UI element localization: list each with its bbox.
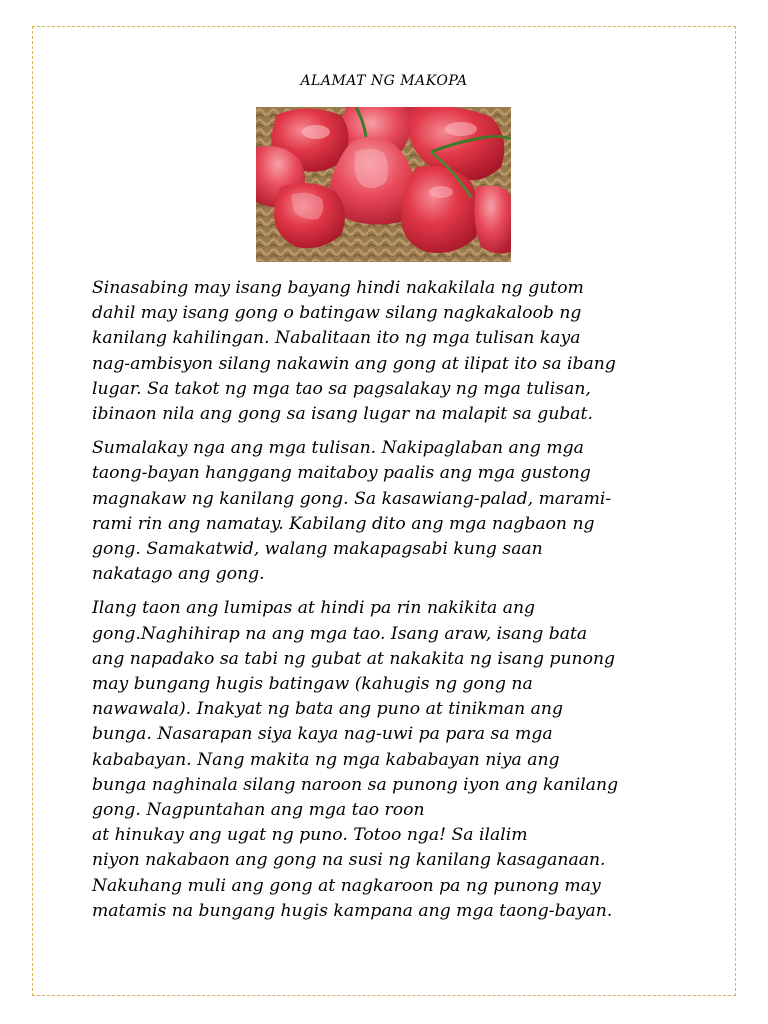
text-line: rami rin ang namatay. Kabilang dito ang mga nagbaon ng xyxy=(92,513,595,534)
text-line: taong-bayan hanggang maitaboy paalis ang mga gustong xyxy=(92,463,591,484)
text-line: gong. Nagpuntahan ang mga tao roon xyxy=(92,800,425,821)
paragraph-1 xyxy=(92,276,692,427)
text-line: matamis na bungang hugis kampana ang mga taong-bayan. xyxy=(92,900,613,921)
text-line: ang napadako sa tabi ng gubat at nakakita ng isang punong xyxy=(92,648,616,669)
text-line: may bungang hugis batingaw (kahugis ng gong na xyxy=(92,674,533,695)
text-line: nawawala). Inakyat ng bata ang puno at tinikman ang xyxy=(92,699,563,720)
text-line: bunga. Nasarapan siya kaya nag-uwi pa para sa mga xyxy=(92,724,553,745)
text-line: magnakaw ng kanilang gong. Sa kasawiang-palad, marami- xyxy=(92,488,612,509)
text-line: Nakuhang muli ang gong at nagkaroon pa ng punong may xyxy=(92,875,601,896)
text-line: gong. Samakatwid, walang makapagsabi kung saan xyxy=(92,539,543,560)
makopa-photo xyxy=(256,107,511,262)
makopa-fruits-image xyxy=(256,107,511,262)
story-body xyxy=(92,276,692,933)
text-line: kanilang kahilingan. Nabalitaan ito ng mga tulisan kaya xyxy=(92,328,581,349)
text-line: nakatago ang gong. xyxy=(92,564,265,585)
document-title: ALAMAT NG MAKOPA xyxy=(300,73,468,89)
text-line: Sumalakay nga ang mga tulisan. Nakipaglaban ang mga xyxy=(92,438,584,459)
text-line: ibinaon nila ang gong sa isang lugar na malapit sa gubat. xyxy=(92,404,593,425)
text-line: lugar. Sa takot ng mga tao sa pagsalakay ng mga tulisan, xyxy=(92,378,591,399)
text-line: Ilang taon ang lumipas at hindi pa rin nakikita ang xyxy=(92,598,536,619)
paragraph-2 xyxy=(92,436,692,587)
text-line: nag-ambisyon silang nakawin ang gong at ilipat ito sa ibang xyxy=(92,353,616,374)
text-line: dahil may isang gong o batingaw silang nagkakaloob ng xyxy=(92,303,582,324)
text-line: Sinasabing may isang bayang hindi nakakilala ng gutom xyxy=(92,278,584,298)
text-line: bunga naghinala silang naroon sa punong iyon ang kanilang xyxy=(92,774,619,795)
paragraph-3 xyxy=(92,596,692,924)
text-line: at hinukay ang ugat ng puno. Totoo nga! Sa ilalim xyxy=(92,825,528,846)
text-line: kababayan. Nang makita ng mga kababayan niya ang xyxy=(92,749,560,770)
text-line: gong.Naghihirap na ang mga tao. Isang araw, isang bata xyxy=(92,623,588,644)
text-line: niyon nakabaon ang gong na susi ng kanilang kasaganaan. xyxy=(92,850,606,871)
